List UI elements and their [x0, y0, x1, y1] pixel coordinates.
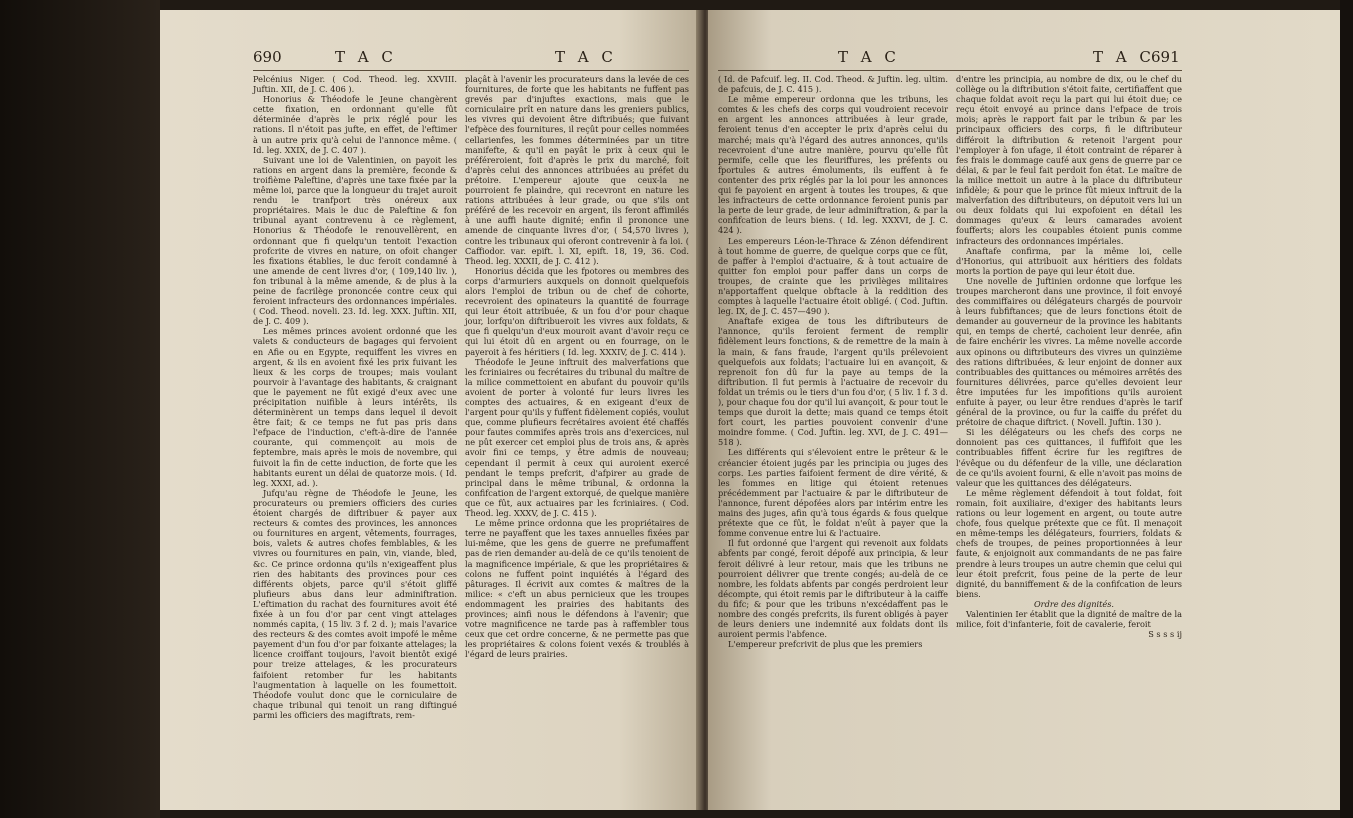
paragraph: Pelcénius Niger. ( Cod. Theod. leg. XXVIII. Juftin. XII, de J. C. 406 ). — [253, 74, 457, 95]
signature-mark: S s s s ij — [1148, 629, 1182, 640]
paragraph: Valentinien Ier établit que la dignité de maître de la milice, foit d'infanterie, foit de cavalerie, feroit — [956, 608, 1182, 630]
paragraph: Honorius & Théodofe le Jeune changèrent cette fixation, en ordonnant qu'elle fût déterminée d'après le prix réglé pour les rations. Il n'étoit pas jufte, en effet, de l'eftimer à un autre prix qu'à celui de l'annonce même. ( Id. leg. XXIX, de J. C. 407 ). — [253, 94, 457, 155]
paragraph: Une novelle de Juftinien ordonne que lorfque les troupes marcheront dans une province, il foit envoyé des commiffaires ou délégateurs chargés de pourvoir à leurs fubfiftances; que de leurs fonctions étoit de demander au gouverneur de la province les habitants qui, en temps de cherté, cachoient leur denrée, afin de faire enchérir les vivres. La même novelle accorde aux opinons ou diftributeurs des vivres un quinzième des rations diftribuées, & leur enjoint de donner aux contribuables des quittances ou mémoires arrêtés des fournitures délivrées, parce qu'elles devoient leur être imputées fur les impofitions qu'ils auroient enfuite à payer, ou leur être rendues d'après le tarif général de la province, ou fur la caiffe du préfet du prétoire de chaque diftrict. ( Novell. Juftin. 130 ). — [956, 275, 1182, 428]
paragraph: Théodofe le Jeune inftruit des malverfations que les fcriniaires ou fecrétaires du tribunal du maître de la milice commettoient en abufant du pouvoir qu'ils avoient de porter à volonté fur leurs livres les comptes des actuaires, & en exigeant d'eux de l'argent pour qu'ils y fuffent fidèlement copiés, voulut que, comme plufieurs fecrétaires avoient été chaffés pour fautes commifes après trois ans d'exercices, nul ne pût exercer cet emploi plus de trois ans, & après avoir fini ce temps, y être admis de nouveau; cependant il permit à ceux qui auroient exercé pendant le temps prefcrit, d'afpirer au grade de principal dans le même tribunal, & ordonna la confifcation de l'argent extorqué, de quelque manière que ce fût, aux actuaires par les fcriniaires. ( Cod. Theod. leg. XXXV, de J. C. 415 ). — [465, 356, 689, 519]
right-page-number: 691 — [1151, 48, 1180, 66]
paragraph: Les différents qui s'élevoient entre le prêteur & le créancier étoient jugés par les principia ou juges des corps. Les parties faifoient ferment de dire vérité, & les fommes en litige qui étoient retenues précédemment par l'actuaire & par le diftributeur de l'annonce, furent dépofées alors par intérim entre les mains des juges, afin qu'à tous égards & fous quelque prétexte que ce fût, le foldat n'eût à payer que la fomme convenue entre lui & l'actuaire. — [718, 447, 948, 539]
right-head-rule — [718, 70, 1182, 71]
paragraph: Suivant une loi de Valentinien, on payoit les rations en argent dans la première, feconde & troifième Paleftine, d'après une taxe fixée par la même loi, parce que la longueur du trajet auroit rendu le tranfport très onéreux aux propriétaires. Mais le duc de Paleftine & fon tribunal ayant contrevenu à ce règlement, Honorius & Théodofe le renouvellèrent, en ordonnant que fi quelqu'un tentoit l'exaction profcrite de vivres en nature, on ofoit changer les fixations établies, le duc feroit condamné à une amende de cent livres d'or, ( 109,140 liv. ), fon tribunal à la même amende, & de plus à la peine de facrilège prononcée contre ceux qui feroient infracteurs des ordonnances impériales. ( Cod. Theod. noveli. 23. Id. leg. XXX. Juftin. XII, de J. C. 409 ). — [253, 154, 457, 327]
left-column-1 — [253, 74, 457, 720]
left-page-number: 690 — [253, 48, 282, 66]
left-head-rule — [253, 70, 689, 71]
right-column-1 — [718, 74, 948, 649]
paragraph: Il fut ordonné que l'argent qui revenoit aux foldats abfents par congé, feroit dépofé aux principia, & leur feroit délivré à leur retour, mais que les tribuns ne pourroient délivrer que trente congés; au-delà de ce nombre, les foldats abfents par congés perdroient leur décompte, qui étoit remis par le diftributeur à la caiffe du fifc; & pour que les tribuns n'excédaffent pas le nombre des congés prefcrits, ils furent obligés à payer de leurs deniers une indemnité aux foldats dont ils auroient permis l'abfence. — [718, 538, 948, 640]
left-column-2 — [465, 74, 689, 659]
right-running-head: T A C — [1093, 48, 1155, 66]
paragraph: Les empereurs Léon-le-Thrace & Zénon défendirent à tout homme de guerre, de quelque corps que ce fût, de paffer à l'emploi d'actuaire, & à tout actuaire de quitter fon emploi pour paffer dans un corps de troupes, de crainte que les privilèges militaires n'apportaffent quelque obftacle à la reddition des comptes à laquelle l'actuaire étoit obligé. ( Cod. Juftin. leg. IX, de J. C. 457—490 ). — [718, 235, 948, 317]
book-edge-left — [0, 0, 160, 818]
paragraph: Le même empereur ordonna que les tribuns, les comtes & les chefs des corps qui voudroient recevoir en argent les annonces attribuées à leur grade, feroient tenus d'en accepter le prix d'après celui du marché; mais qu'à l'égard des autres annonces, qu'ils recevroient d'une autre manière, pourvu qu'elle fût permife, celle que les fleuriffures, les préfents ou fportules & autres émoluments, ils euffent à fe contenter des prix réglés par la loi pour les annonces qui fe payoient en argent à toutes les troupes, & que les infracteurs de cette ordonnance feroient punis par la perte de leur grade, de leur adminiftration, & par la confifcation de leurs biens. ( Id. leg. XXXVI, de J. C. 424 ). — [718, 94, 948, 236]
right-page — [708, 10, 1340, 810]
left-running-head: T A C — [335, 48, 397, 66]
paragraph: Honorius décida que les fpotores ou membres des corps d'armuriers auxquels on donnoit quelquefois alors l'emploi de tribun ou de chef de cohorte, recevroient des opinateurs la quantité de fourrage qui leur étoit attribuée, & un fou d'or pour chaque jour, lorfqu'on diftribueroit les vivres aux foldats, & que fi quelqu'un d'eux mouroit avant d'avoir reçu ce qui lui étoit dû en argent ou en fourrage, on le payeroit à fes héritiers ( Id. leg. XXXIV, de J. C. 414 ). — [465, 265, 689, 357]
paragraph: d'entre les principia, au nombre de dix, ou le chef du collège ou la diftribution s'étoit faite, certifiaffent que chaque foldat avoit reçu la part qui lui étoit due; ce reçu étoit envoyé au prince dans l'efpace de trois mois; après le rapport fait par le tribun & par les principaux officiers des corps, fi le diftributeur différoit la diftribution & retenoit l'argent pour l'employer à fon ufage, il étoit contraint de réparer à fes frais le dommage caufé aux gens de guerre par ce délai, & par le feul fait perdoit fon état. Le maître de la milice mettoit un autre à la place du diftributeur infidèle; & pour que le prince fût mieux inftruit de la malverfation des diftributeurs, on députoit vers lui un ou deux foldats qui lui expofoient en détail les dommages qu'eux & leurs camarades avoient foufferts; alors les coupables étoient punis comme infracteurs des ordonnances impériales. — [956, 74, 1182, 246]
paragraph: Anaftafe exigea de tous les diftributeurs de l'annonce, qu'ils feroient ferment de remplir fidèlement leurs fonctions, & de remettre de la main à la main, & fans fraude, l'argent qu'ils prélevoient quelquefois aux foldats; l'actuaire lui en avançoit, & reprenoit fon dû fur la paye au temps de la diftribution. Il fut permis à l'actuaire de recevoir du foldat un trémis ou le tiers d'un fou d'or, ( 5 liv. 1 f. 3 d. ), pour chaque fou dor qu'il lui avançoit, & pour tout le temps que duroit la dette; mais quand ce temps étoit fort court, les parties pouvoient convenir d'une moindre fomme. ( Cod. Juftin. leg. XVI, de J. C. 491—518 ). — [718, 316, 948, 448]
right-running-head-center: T A C — [838, 48, 900, 66]
left-running-head-center: T A C — [555, 48, 617, 66]
paragraph: L'empereur prefcrivit de plus que les premiers — [728, 639, 923, 650]
paragraph: Le même prince ordonna que les propriétaires de terre ne payaffent que les taxes annuelles fixées par lui-même, que les gens de guerre ne prefumaffent pas de rien demander au-delà de ce qu'ils tenoient de la magnificence impériale, & que les propriétaires & colons ne fuffent point inquiétés à l'égard des pâturages. Il écrivit aux comtes & maîtres de la milice: « c'eft un abus pernicieux que les troupes endommagent les prairies des habitants des provinces; ainfi nous le défendons à l'avenir; que votre magnificence ne tarde pas à raffembler tous ceux que cet ordre concerne, & ne permette pas que les propriétaires & colons foient vexés & troublés à l'égard de leurs prairies. — [465, 518, 689, 660]
paragraph: Si les délégateurs ou les chefs des corps ne donnoient pas ces quittances, il fuffifoit que les contribuables fiffent écrire fur les regiftres de l'évêque ou du défenfeur de la ville, une déclaration de ce qu'ils avoient fourni, & elle n'avoit pas moins de valeur que les quittances des délégateurs. — [956, 427, 1182, 488]
section-title: Ordre des dignités. — [1033, 598, 1115, 609]
book-edge-right — [1340, 0, 1353, 818]
paragraph: plaçât à l'avenir les procurateurs dans la levée de ces fournitures, de forte que les habitants ne fuffent pas grevés par d'injuftes exactions, mais que le corniculaire prît en nature dans les greniers publics, les vivres qui devoient être diftribués; que fuivant l'efpèce des fournitures, il reçût pour celles nommées cellarienfes, les fommes déterminées par un titre manifefte, & qu'il en payât le prix à ceux qui le préféreroient, foit d'après le prix du marché, foit d'après celui des annonces attribuées au préfet du prétoire. L'empereur ajoute que ceux-la ne pourroient fe plaindre, qui recevront en nature les rations attribuées à leur grade, ou que s'ils ont préféré de les recevoir en argent, ils feront affimilés à une auffi haute dignité; enfin il prononce une amende de cinquante livres d'or, ( 54,570 livres ), contre les tribunaux qui oferont contrevenir à fa loi. ( Caffiodor. var. epift. l. XI, epift. 18, 19, 36. Cod. Theod. leg. XXXII, de J. C. 412 ). — [465, 74, 689, 266]
paragraph: Anaftafe confirma, par la même loi, celle d'Honorius, qui attribuoit aux héritiers des foldats morts la portion de paye qui leur étoit due. — [956, 245, 1182, 276]
paragraph: Jufqu'au règne de Théodofe le Jeune, les procurateurs ou premiers officiers des curies étoient chargés de diftribuer & payer aux recteurs & comtes des provinces, les annonces ou fournitures en argent, vêtements, fourrages, bois, valets & autres chofes femblables, & les vivres ou fournitures en pain, vin, viande, bled, &c. Ce prince ordonna qu'ils n'exigeaffent plus rien des habitants des provinces pour ces différents objets, parce qu'il s'étoit gliffé plufieurs abus dans leur adminiftration. L'eftimation du rachat des fournitures avoit été fixée à un fou d'or par cent vingt attelages nommés capita, ( 15 liv. 3 f. 2 d. ); mais l'avarice des recteurs & des comtes avoit impofé le même payement d'un fou d'or par foixante attelages; la licence croiffant toujours, l'avoit bientôt exigé pour treize attelages, & les procurateurs faifoient retomber fur les habitants l'augmentation à laquelle on les foumettoit. Théodofe voulut donc que le corniculaire de chaque tribunal qui tenoit un rang diftingué parmi les officiers des magiftrats, rem- — [253, 487, 457, 720]
right-column-2 — [956, 74, 1182, 639]
left-page — [160, 10, 700, 810]
paragraph: ( Id. de Pafcuif. leg. II. Cod. Theod. & Juftin. leg. ultim. de pafcuis, de J. C. 415 ). — [718, 74, 948, 95]
paragraph: Les mêmes princes avoient ordonné que les valets & conducteurs de bagages qui fervoient en Afie ou en Egypte, requiffent les vivres en argent, & ils en avoient fixé les prix fuivant les lieux & les corps de troupes; mais voulant pourvoir à l'avantage des habitants, & craignant que le payement ne fût exigé d'eux avec une précipitation nuifible à leurs intérêts, ils déterminèrent un temps dans lequel il devoit être fait; & ce temps ne fut pas pris dans l'efpace de l'induction, c'eft-à-dire de l'année courante, qui commençoit au mois de feptembre, mais après le mois de novembre, qui fuivoit la fin de cette induction, de forte que les habitants eurent un délai de quatorze mois. ( Id. leg. XXXI, ad. ). — [253, 326, 457, 488]
paragraph: Le même règlement défendoit à tout foldat, foit romain, foit auxiliaire, d'exiger des habitants leurs rations ou leur logement en argent, ou toute autre chofe, fous quelque prétexte que ce fût. Il menaçoit en même-temps les délégateurs, fourriers, foldats & chefs de troupes, de peines proportionnées à leur faute, & enjoignoit aux commandants de ne pas faire prendre à leurs troupes un autre chemin que celui qui leur étoit prefcrit, fous peine de la perte de leur dignité, du banniffement & de la confifcation de leurs biens. — [956, 487, 1182, 599]
